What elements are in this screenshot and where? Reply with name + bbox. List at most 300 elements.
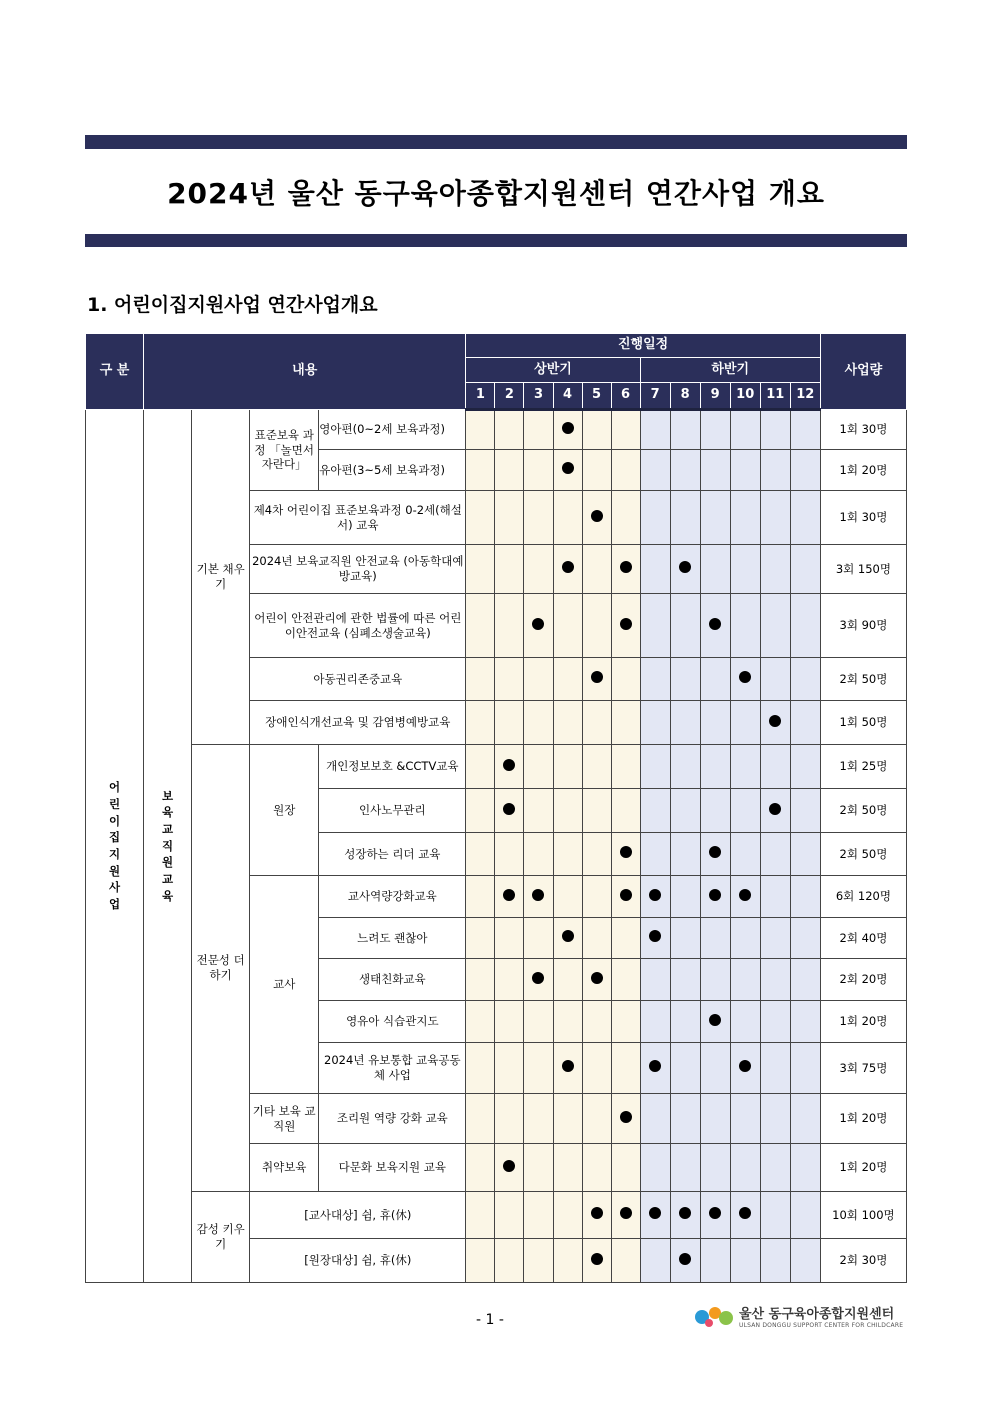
schedule-dot <box>649 930 661 942</box>
month-cell-3 <box>524 1094 553 1144</box>
subgroup-director: 원장 <box>250 745 319 876</box>
month-cell-4 <box>553 789 582 833</box>
row-label: 2024년 유보통합 교육공동체 사업 <box>319 1043 466 1094</box>
month-cell-1 <box>466 745 495 789</box>
row-volume: 1회 25명 <box>820 745 906 789</box>
month-cell-10 <box>730 491 760 545</box>
schedule-dot <box>591 1207 603 1219</box>
schedule-dot <box>649 1060 661 1072</box>
month-cell-11 <box>760 491 790 545</box>
month-cell-7 <box>640 658 670 701</box>
month-cell-11 <box>760 450 790 491</box>
month-cell-8 <box>670 1001 700 1043</box>
month-cell-7 <box>640 1192 670 1239</box>
month-cell-9 <box>700 450 730 491</box>
month-cell-6 <box>611 491 640 545</box>
month-cell-8 <box>670 789 700 833</box>
month-cell-3 <box>524 594 553 658</box>
month-cell-1 <box>466 876 495 918</box>
month-cell-10 <box>730 701 760 745</box>
month-cell-8 <box>670 876 700 918</box>
month-cell-3 <box>524 1144 553 1192</box>
month-cell-9 <box>700 833 730 876</box>
month-cell-6 <box>611 959 640 1001</box>
month-cell-11 <box>760 833 790 876</box>
month-cell-5 <box>582 959 611 1001</box>
month-cell-2 <box>495 959 524 1001</box>
month-cell-3 <box>524 959 553 1001</box>
month-cell-7 <box>640 876 670 918</box>
schedule-dot <box>503 1160 515 1172</box>
group-emotion: 감성 키우기 <box>192 1192 250 1283</box>
schedule-dot <box>562 930 574 942</box>
month-cell-8 <box>670 658 700 701</box>
month-cell-5 <box>582 833 611 876</box>
row-label: 유아편(3~5세 보육과정) <box>319 450 466 491</box>
month-cell-12 <box>790 789 820 833</box>
month-cell-7 <box>640 1001 670 1043</box>
schedule-dot <box>620 1111 632 1123</box>
row-volume: 2회 50명 <box>820 833 906 876</box>
month-header-6: 6 <box>611 383 640 410</box>
row-label: [원장대상] 쉼, 휴(休) <box>250 1239 466 1283</box>
month-cell-9 <box>700 789 730 833</box>
month-cell-10 <box>730 833 760 876</box>
header-second-half: 하반기 <box>640 358 820 383</box>
month-header-4: 4 <box>553 383 582 410</box>
month-cell-4 <box>553 745 582 789</box>
schedule-dot <box>620 561 632 573</box>
schedule-dot <box>709 889 721 901</box>
month-cell-3 <box>524 918 553 959</box>
schedule-dot <box>679 561 691 573</box>
row-volume: 1회 20명 <box>820 1094 906 1144</box>
month-cell-1 <box>466 918 495 959</box>
month-cell-2 <box>495 1001 524 1043</box>
month-cell-8 <box>670 918 700 959</box>
month-cell-11 <box>760 410 790 450</box>
section-heading: 1. 어린이집지원사업 연간사업개요 <box>87 294 378 316</box>
month-cell-10 <box>730 876 760 918</box>
month-cell-11 <box>760 959 790 1001</box>
month-header-8: 8 <box>670 383 700 410</box>
month-cell-10 <box>730 918 760 959</box>
month-cell-5 <box>582 1001 611 1043</box>
month-cell-9 <box>700 545 730 594</box>
table-row <box>86 410 907 450</box>
header-volume: 사업량 <box>820 334 906 410</box>
month-cell-12 <box>790 1001 820 1043</box>
month-cell-1 <box>466 491 495 545</box>
month-cell-5 <box>582 1094 611 1144</box>
month-cell-3 <box>524 491 553 545</box>
center-logo <box>693 1303 903 1329</box>
month-cell-12 <box>790 701 820 745</box>
schedule-dot <box>562 462 574 474</box>
month-cell-11 <box>760 545 790 594</box>
row-label: 장애인식개선교육 및 감염병예방교육 <box>250 701 466 745</box>
month-cell-12 <box>790 918 820 959</box>
logo-en: ULSAN DONGGU SUPPORT CENTER FOR CHILDCARE <box>739 1322 904 1329</box>
row-volume: 1회 20명 <box>820 1144 906 1192</box>
month-cell-9 <box>700 1001 730 1043</box>
subgroup-standard: 표준보육 과정 「놀면서 자란다」 <box>250 410 319 491</box>
month-cell-5 <box>582 789 611 833</box>
logo-name: 울산 동구육아종합지원센터 <box>739 1307 895 1322</box>
month-cell-7 <box>640 701 670 745</box>
month-cell-6 <box>611 1001 640 1043</box>
month-cell-11 <box>760 745 790 789</box>
month-cell-5 <box>582 410 611 450</box>
month-cell-9 <box>700 410 730 450</box>
schedule-dot <box>620 618 632 630</box>
month-cell-7 <box>640 1239 670 1283</box>
month-cell-3 <box>524 545 553 594</box>
row-volume: 1회 30명 <box>820 491 906 545</box>
month-cell-8 <box>670 833 700 876</box>
schedule-table <box>85 333 907 1283</box>
month-cell-11 <box>760 1239 790 1283</box>
subgroup-teacher: 교사 <box>250 876 319 1094</box>
row-volume: 2회 30명 <box>820 1239 906 1283</box>
month-cell-2 <box>495 410 524 450</box>
page-number: - 1 - <box>476 1312 504 1328</box>
month-cell-5 <box>582 450 611 491</box>
month-cell-3 <box>524 745 553 789</box>
month-cell-3 <box>524 1239 553 1283</box>
month-cell-6 <box>611 450 640 491</box>
month-cell-10 <box>730 789 760 833</box>
month-header-12: 12 <box>790 383 820 410</box>
month-cell-12 <box>790 1043 820 1094</box>
month-cell-1 <box>466 1192 495 1239</box>
month-cell-3 <box>524 1192 553 1239</box>
month-cell-8 <box>670 450 700 491</box>
month-cell-10 <box>730 658 760 701</box>
row-label: 제4차 어린이집 표준보육과정 0-2세(해설서) 교육 <box>250 491 466 545</box>
month-header-5: 5 <box>582 383 611 410</box>
month-cell-2 <box>495 450 524 491</box>
row-volume: 3회 90명 <box>820 594 906 658</box>
month-cell-12 <box>790 959 820 1001</box>
month-cell-10 <box>730 1094 760 1144</box>
row-volume: 10회 100명 <box>820 1192 906 1239</box>
month-cell-3 <box>524 1001 553 1043</box>
month-cell-2 <box>495 876 524 918</box>
title-bottom-rule <box>85 234 907 247</box>
month-cell-4 <box>553 1001 582 1043</box>
month-cell-3 <box>524 789 553 833</box>
month-cell-11 <box>760 658 790 701</box>
month-cell-9 <box>700 1239 730 1283</box>
month-cell-3 <box>524 876 553 918</box>
subcategory-cell <box>144 410 192 1283</box>
month-cell-11 <box>760 918 790 959</box>
month-cell-12 <box>790 450 820 491</box>
group-expertise: 전문성 더하기 <box>192 745 250 1192</box>
month-header-3: 3 <box>524 383 553 410</box>
month-cell-11 <box>760 1144 790 1192</box>
month-cell-5 <box>582 745 611 789</box>
subgroup-vulnerable: 취약보육 <box>250 1144 319 1192</box>
month-cell-1 <box>466 1144 495 1192</box>
month-cell-5 <box>582 1144 611 1192</box>
month-cell-7 <box>640 1144 670 1192</box>
month-cell-8 <box>670 1144 700 1192</box>
month-cell-12 <box>790 658 820 701</box>
month-cell-4 <box>553 1043 582 1094</box>
month-cell-8 <box>670 1094 700 1144</box>
month-header-2: 2 <box>495 383 524 410</box>
month-cell-10 <box>730 1043 760 1094</box>
month-cell-1 <box>466 1043 495 1094</box>
month-cell-12 <box>790 594 820 658</box>
month-cell-9 <box>700 701 730 745</box>
month-cell-9 <box>700 658 730 701</box>
month-cell-9 <box>700 491 730 545</box>
header-schedule: 진행일정 <box>466 334 820 358</box>
month-cell-12 <box>790 1144 820 1192</box>
subgroup-other-staff: 기타 보육 교직원 <box>250 1094 319 1144</box>
month-cell-7 <box>640 789 670 833</box>
schedule-dot <box>562 1060 574 1072</box>
schedule-dot <box>769 715 781 727</box>
row-label: [교사대상] 쉼, 휴(休) <box>250 1192 466 1239</box>
schedule-dot <box>709 846 721 858</box>
month-cell-8 <box>670 1239 700 1283</box>
month-cell-9 <box>700 594 730 658</box>
month-cell-9 <box>700 1043 730 1094</box>
month-cell-6 <box>611 594 640 658</box>
month-cell-12 <box>790 876 820 918</box>
row-label: 어린이 안전관리에 관한 법률에 따른 어린이안전교육 (심폐소생술교육) <box>250 594 466 658</box>
row-label: 생태친화교육 <box>319 959 466 1001</box>
month-cell-2 <box>495 1043 524 1094</box>
month-cell-4 <box>553 594 582 658</box>
month-cell-8 <box>670 1192 700 1239</box>
schedule-dot <box>709 1014 721 1026</box>
month-cell-10 <box>730 1239 760 1283</box>
schedule-dot <box>679 1253 691 1265</box>
schedule-dot <box>649 1207 661 1219</box>
month-cell-2 <box>495 1192 524 1239</box>
month-cell-2 <box>495 1144 524 1192</box>
month-cell-1 <box>466 789 495 833</box>
schedule-dot <box>709 1207 721 1219</box>
row-volume: 1회 50명 <box>820 701 906 745</box>
schedule-dot <box>532 889 544 901</box>
month-cell-2 <box>495 833 524 876</box>
row-label: 성장하는 리더 교육 <box>319 833 466 876</box>
row-label: 다문화 보육지원 교육 <box>319 1144 466 1192</box>
row-volume: 1회 20명 <box>820 450 906 491</box>
schedule-dot <box>591 671 603 683</box>
month-cell-12 <box>790 833 820 876</box>
month-cell-2 <box>495 594 524 658</box>
month-cell-4 <box>553 959 582 1001</box>
month-cell-5 <box>582 658 611 701</box>
month-cell-1 <box>466 658 495 701</box>
month-cell-1 <box>466 1239 495 1283</box>
month-cell-11 <box>760 1043 790 1094</box>
month-cell-5 <box>582 1192 611 1239</box>
month-cell-6 <box>611 410 640 450</box>
schedule-dot <box>679 1207 691 1219</box>
month-cell-6 <box>611 658 640 701</box>
subcategory-cell-text: 보육교직원교육 <box>162 788 174 903</box>
schedule-dot <box>739 889 751 901</box>
row-label: 교사역량강화교육 <box>319 876 466 918</box>
month-cell-2 <box>495 789 524 833</box>
month-cell-8 <box>670 545 700 594</box>
schedule-dot <box>620 1207 632 1219</box>
month-cell-5 <box>582 918 611 959</box>
row-volume: 2회 50명 <box>820 789 906 833</box>
month-cell-7 <box>640 959 670 1001</box>
month-cell-12 <box>790 1094 820 1144</box>
month-cell-11 <box>760 1094 790 1144</box>
month-cell-2 <box>495 1239 524 1283</box>
month-cell-6 <box>611 1239 640 1283</box>
month-cell-1 <box>466 594 495 658</box>
logo-mark-icon <box>693 1303 735 1329</box>
month-cell-5 <box>582 1239 611 1283</box>
month-cell-1 <box>466 545 495 594</box>
month-cell-10 <box>730 959 760 1001</box>
month-cell-11 <box>760 701 790 745</box>
month-cell-4 <box>553 450 582 491</box>
month-cell-9 <box>700 959 730 1001</box>
month-cell-4 <box>553 876 582 918</box>
schedule-dot <box>562 561 574 573</box>
month-cell-4 <box>553 658 582 701</box>
row-label: 조리원 역량 강화 교육 <box>319 1094 466 1144</box>
category-cell-text: 어린이집지원사업 <box>108 780 121 912</box>
month-cell-7 <box>640 1094 670 1144</box>
month-cell-1 <box>466 450 495 491</box>
month-cell-3 <box>524 450 553 491</box>
month-cell-4 <box>553 491 582 545</box>
month-cell-9 <box>700 1144 730 1192</box>
month-cell-2 <box>495 701 524 745</box>
month-cell-2 <box>495 658 524 701</box>
schedule-dot <box>591 510 603 522</box>
month-cell-10 <box>730 1144 760 1192</box>
month-cell-7 <box>640 410 670 450</box>
month-cell-4 <box>553 701 582 745</box>
header-first-half: 상반기 <box>466 358 640 383</box>
month-cell-10 <box>730 745 760 789</box>
schedule-dot <box>620 889 632 901</box>
month-cell-4 <box>553 1239 582 1283</box>
month-cell-6 <box>611 1043 640 1094</box>
month-cell-2 <box>495 491 524 545</box>
month-cell-6 <box>611 789 640 833</box>
month-cell-5 <box>582 594 611 658</box>
month-cell-12 <box>790 491 820 545</box>
month-cell-6 <box>611 701 640 745</box>
row-label: 영아편(0~2세 보육과정) <box>319 410 466 450</box>
month-cell-5 <box>582 701 611 745</box>
month-cell-5 <box>582 876 611 918</box>
month-cell-6 <box>611 918 640 959</box>
month-cell-6 <box>611 745 640 789</box>
table-row <box>86 745 907 789</box>
schedule-dot <box>562 422 574 434</box>
month-cell-12 <box>790 410 820 450</box>
row-volume: 6회 120명 <box>820 876 906 918</box>
month-cell-3 <box>524 658 553 701</box>
schedule-dot <box>591 972 603 984</box>
top-rule <box>85 135 907 149</box>
row-volume: 3회 150명 <box>820 545 906 594</box>
schedule-dot <box>769 803 781 815</box>
month-cell-7 <box>640 545 670 594</box>
month-header-10: 10 <box>730 383 760 410</box>
row-volume: 1회 20명 <box>820 1001 906 1043</box>
schedule-dot <box>503 759 515 771</box>
month-cell-4 <box>553 833 582 876</box>
month-cell-4 <box>553 410 582 450</box>
row-volume: 2회 40명 <box>820 918 906 959</box>
month-cell-7 <box>640 833 670 876</box>
header-gubun: 구 분 <box>86 334 144 410</box>
month-cell-6 <box>611 1144 640 1192</box>
month-cell-7 <box>640 594 670 658</box>
month-cell-5 <box>582 545 611 594</box>
row-label: 개인정보보호 &CCTV교육 <box>319 745 466 789</box>
month-cell-6 <box>611 1192 640 1239</box>
month-cell-10 <box>730 594 760 658</box>
row-label: 아동권리존중교육 <box>250 658 466 701</box>
row-volume: 2회 20명 <box>820 959 906 1001</box>
group-basic: 기본 채우기 <box>192 410 250 745</box>
month-cell-7 <box>640 450 670 491</box>
schedule-dot <box>532 972 544 984</box>
row-label: 인사노무관리 <box>319 789 466 833</box>
month-cell-1 <box>466 833 495 876</box>
schedule-dot <box>620 846 632 858</box>
month-cell-1 <box>466 410 495 450</box>
schedule-dot <box>503 803 515 815</box>
month-header-11: 11 <box>760 383 790 410</box>
month-cell-8 <box>670 1043 700 1094</box>
month-cell-11 <box>760 1192 790 1239</box>
schedule-dot <box>649 889 661 901</box>
month-cell-4 <box>553 1144 582 1192</box>
month-cell-11 <box>760 594 790 658</box>
month-cell-9 <box>700 1192 730 1239</box>
month-cell-10 <box>730 1192 760 1239</box>
month-cell-8 <box>670 594 700 658</box>
header-content: 내용 <box>144 334 466 410</box>
table-row <box>86 1192 907 1239</box>
month-cell-7 <box>640 1043 670 1094</box>
month-cell-4 <box>553 918 582 959</box>
month-cell-9 <box>700 876 730 918</box>
month-cell-6 <box>611 876 640 918</box>
month-cell-3 <box>524 1043 553 1094</box>
month-cell-4 <box>553 1094 582 1144</box>
month-cell-7 <box>640 491 670 545</box>
month-cell-10 <box>730 450 760 491</box>
month-cell-11 <box>760 876 790 918</box>
month-cell-6 <box>611 545 640 594</box>
schedule-dot <box>739 1207 751 1219</box>
month-cell-10 <box>730 1001 760 1043</box>
month-cell-6 <box>611 1094 640 1144</box>
month-cell-11 <box>760 1001 790 1043</box>
